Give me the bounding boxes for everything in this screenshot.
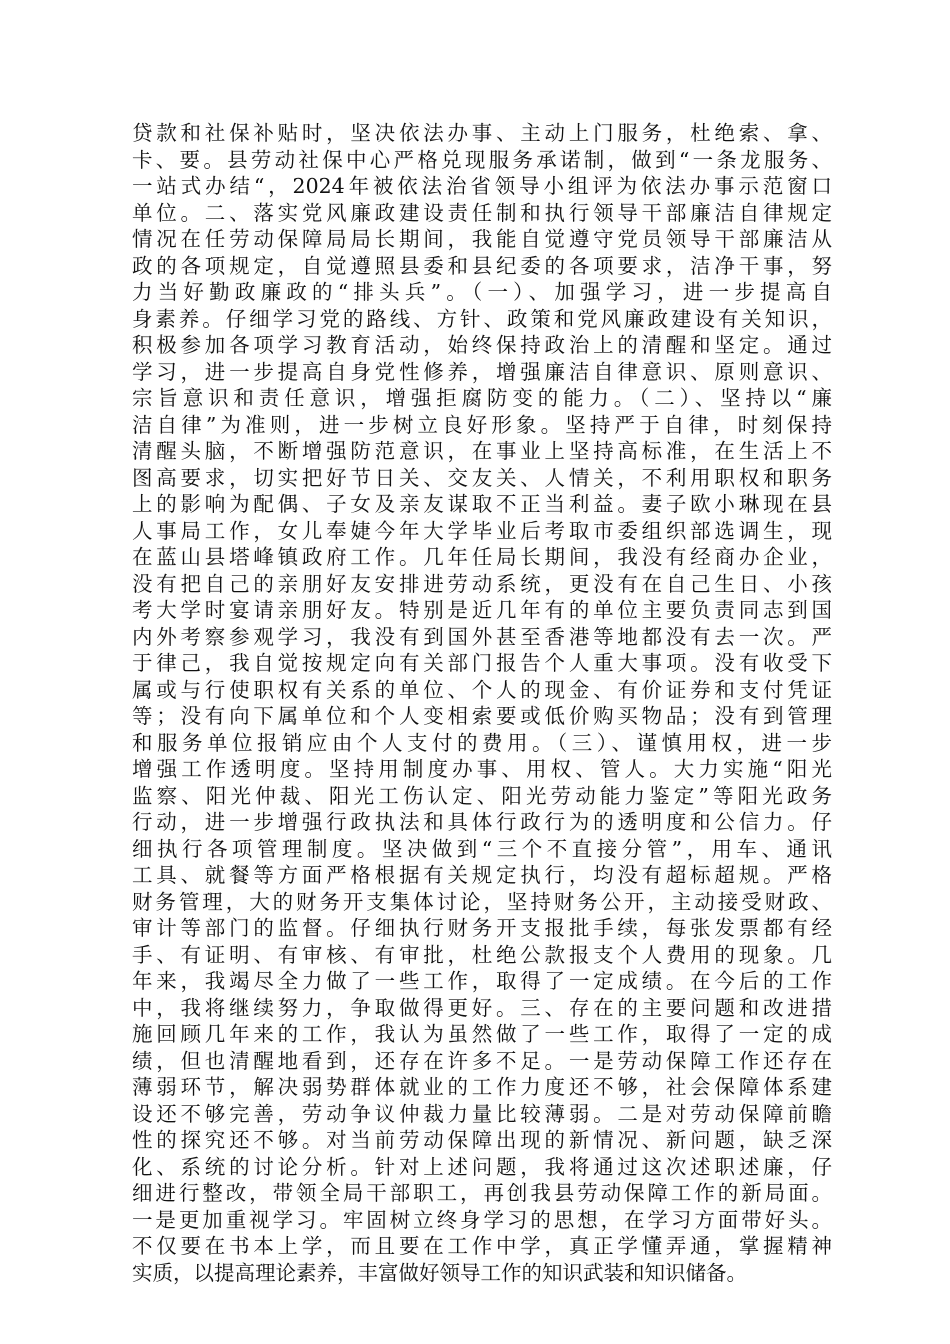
body-text (132, 120, 832, 1286)
text-line: 积极参加各项学习教育活动，始终保持政治上的清醒和坚定。通过 (132, 333, 832, 357)
text-line: 没有把自己的亲朋好友安排进劳动系统，更没有在自己生日、小孩 (132, 571, 832, 596)
text-line: 情况在任劳动保障局局长期间，我能自觉遵守党员领导干部廉洁从 (132, 227, 832, 251)
text-line: 身素养。仔细学习党的路线、方针、政策和党风廉政建设有关知识， (132, 306, 832, 331)
text-line: 于律己，我自觉按规定向有关部门报告个人重大事项。没有收受下 (132, 651, 832, 675)
text-line: 一是更加重视学习。牢固树立终身学习的思想，在学习方面带好头。 (132, 1207, 832, 1232)
text-line: 年来，我竭尽全力做了一些工作，取得了一定成绩。在今后的工作 (132, 969, 832, 993)
text-line: 等；没有向下属单位和个人变相索要或低价购买物品；没有到管理 (132, 704, 832, 728)
text-line: 单位。二、落实党风廉政建设责任制和执行领导干部廉洁自律规定 (132, 200, 832, 225)
text-line: 细进行整改，带领全局干部职工，再创我县劳动保障工作的新局面。 (132, 1181, 832, 1205)
text-line: 行动，进一步增强行政执法和具体行政行为的透明度和公信力。仔 (132, 810, 832, 834)
text-line: 和服务单位报销应由个人支付的费用。（三）、谨慎用权，进一步 (132, 730, 832, 755)
text-line: 监察、阳光仲裁、阳光工伤认定、阳光劳动能力鉴定”等阳光政务 (132, 783, 832, 808)
text-line: 性的探究还不够。对当前劳动保障出现的新情况、新问题，缺乏深 (132, 1128, 832, 1152)
text-line: 实质，以提高理论素养，丰富做好领导工作的知识武装和知识储备。 (132, 1260, 747, 1285)
text-line: 贷款和社保补贴时，坚决依法办事、主动上门服务，杜绝索、拿、 (132, 121, 832, 145)
text-line: 细执行各项管理制度。坚决做到“三个不直接分管”，用车、通讯 (132, 836, 832, 861)
text-line: 力当好勤政廉政的“排头兵”。（一）、加强学习，进一步提高自 (132, 280, 832, 304)
text-line: 一站式办结“，2024年被依法治省领导小组评为依法办事示范窗口 (132, 174, 832, 198)
text-line: 不仅要在书本上学，而且要在工作中学，真正学懂弄通，掌握精神 (132, 1234, 832, 1258)
text-line: 手、有证明、有审核、有审批，杜绝公款报支个人费用的现象。几 (132, 942, 832, 967)
text-line: 人事局工作，女儿奉婕今年大学毕业后考取市委组织部选调生，现 (132, 518, 832, 543)
text-line: 审计等部门的监督。仔细执行财务开支报批手续，每张发票都有经 (132, 916, 832, 940)
text-line: 在蓝山县塔峰镇政府工作。几年任局长期间，我没有经商办企业， (132, 545, 832, 569)
text-line: 洁自律”为准则，进一步树立良好形象。坚持严于自律，时刻保持 (132, 412, 832, 437)
text-line: 工具、就餐等方面严格根据有关规定执行，均没有超标超规。严格 (132, 863, 832, 887)
text-line: 图高要求，切实把好节日关、交友关、人情关，不利用职权和职务 (132, 465, 832, 490)
text-line: 设还不够完善，劳动争议仲裁力量比较薄弱。二是对劳动保障前瞻 (132, 1101, 832, 1126)
text-line: 宗旨意识和责任意识，增强拒腐防变的能力。（二）、坚持以“廉 (132, 386, 832, 410)
text-line: 属或与行使职权有关系的单位、个人的现金、有价证券和支付凭证 (132, 677, 832, 702)
text-line: 上的影响为配偶、子女及亲友谋取不正当利益。妻子欧小琳现在县 (132, 492, 832, 516)
text-line: 化、系统的讨论分析。针对上述问题，我将通过这次述职述廉，仔 (132, 1154, 832, 1179)
text-line: 内外考察参观学习，我没有到国外甚至香港等地都没有去一次。严 (132, 624, 832, 649)
text-line: 绩，但也清醒地看到，还存在许多不足。一是劳动保障工作还存在 (132, 1048, 832, 1073)
text-line: 施回顾几年来的工作，我认为虽然做了一些工作，取得了一定的成 (132, 1022, 832, 1046)
text-line: 考大学时宴请亲朋好友。特别是近几年有的单位主要负责同志到国 (132, 598, 832, 622)
text-line: 中，我将继续努力，争取做得更好。三、存在的主要问题和改进措 (132, 995, 832, 1020)
text-line: 政的各项规定，自觉遵照县委和县纪委的各项要求，洁净干事，努 (132, 253, 832, 278)
text-line: 学习，进一步提高自身党性修养，增强廉洁自律意识、原则意识、 (132, 359, 832, 384)
text-line: 清醒头脑，不断增强防范意识，在事业上坚持高标准，在生活上不 (132, 439, 832, 463)
text-line: 财务管理，大的财务开支集体讨论，坚持财务公开，主动接受财政、 (132, 889, 832, 914)
text-line: 薄弱环节，解决弱势群体就业的工作力度还不够，社会保障体系建 (132, 1075, 832, 1099)
text-line: 增强工作透明度。坚持用制度办事、用权、管人。大力实施“阳光 (132, 757, 832, 781)
text-line: 卡、要。县劳动社保中心严格兑现服务承诺制，做到“一条龙服务、 (132, 147, 832, 172)
